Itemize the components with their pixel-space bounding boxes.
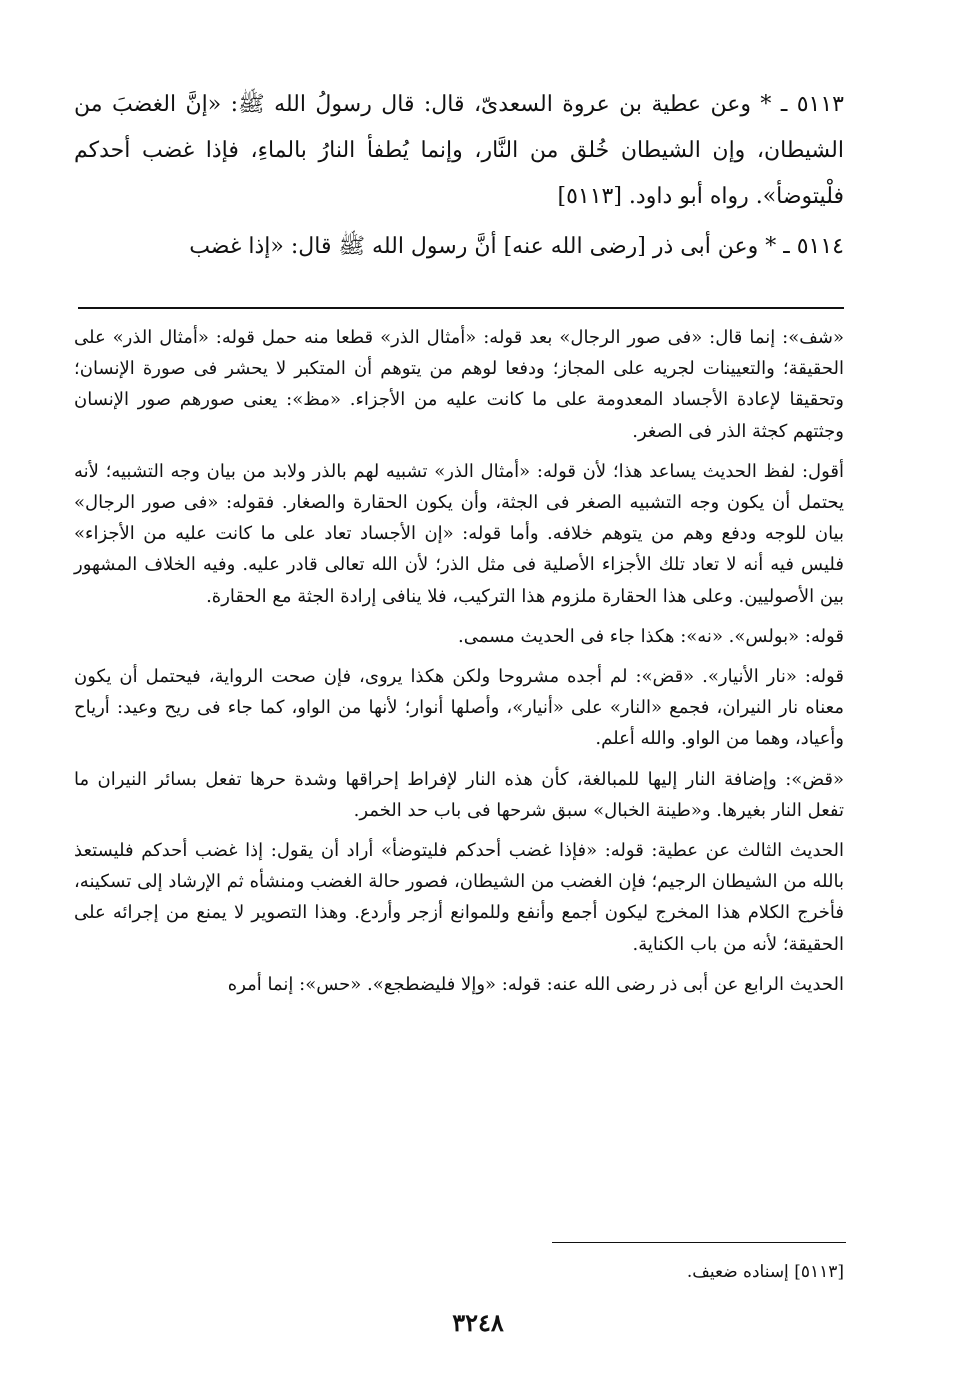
hadith-5113: ٥١١٣ ـ * وعن عطية بن عروة السعدىّ، قال: قال رسولُ الله ﷺ: «إنَّ الغضبَ من الشيطان، وإن الشيطان خُلق من النَّار، وإنما يُطفأ النارُ بالماءِ، فإذا غضب أحدكم فلْيتوضأ». رواه أبو داود. [٥١١٣] — [74, 92, 844, 209]
commentary-paragraph: الحديث الرابع عن أبى ذر رضى الله عنه: قوله: «وإلا فليضطجع». «حس»: إنما أمره — [227, 973, 844, 995]
commentary-paragraph: الحديث الثالث عن عطية: قوله: «فإذا غضب أحدكم فليتوضأ» أراد أن يقول: إذا غضب أحدكم فليستعذ بالله من الشيطان الرجيم؛ فإن الغضب من الشيطان، فصور حالة الغضب ومنشأه ثم الإرشاد إلى تسكينه، فأخرج الكلام هذا المخرج ليكون أجمع وأنفع وللموانع أزجر وأردع. وهذا التصوير لا يمنع من إجرائه على الحقيقة؛ لأنه من باب الكناية. — [74, 840, 844, 955]
commentary-paragraph: أقول: لفظ الحديث يساعد هذا؛ لأن قوله: «أمثال الذر» تشبيه لهم بالذر ولابد من بيان وجه التشبيه؛ لأنه يحتمل أن يكون وجه التشبيه الصغر فى الجثة، وأن يكون الحقارة والصغار. فقوله: «فى صور الرجال» بيان للوجه ودفع وهم من يتوهم خلافه. وأما قوله: «إن الأجساد تعاد على ما كانت عليه من الأجزاء» فليس فيه أنه لا تعاد تلك الأجزاء الأصلية فى مثل الذر؛ لأن الله تعالى قادر عليه. وفيه الخلاف المشهور بين الأصوليين. وعلى هذا الحقارة ملزوم هذا التركيب، فلا ينافى إرادة الجثة مع الحقارة. — [74, 460, 844, 607]
section-divider — [78, 307, 844, 309]
page-number: ٣٢٤٨ — [452, 1308, 504, 1337]
hadith-5114: ٥١١٤ ـ * وعن أبى ذر [رضى الله عنه] أنَّ رسول الله ﷺ قال: «إذا غضب — [189, 234, 844, 259]
footnote-divider — [552, 1242, 846, 1243]
commentary-paragraph: «قض»: وإضافة النار إليها للمبالغة، كأن هذه النار لإفراط إحراقها وشدة حرها تفعل بسائر النيران ما تفعل النار بغيرها. و«طينة الخبال» سبق شرحها فى باب حد الخمر. — [74, 768, 844, 821]
hadith-section — [74, 82, 844, 274]
commentary-paragraph: «شف»: إنما قال: «فى صور الرجال» بعد قوله: «أمثال الذر» قطعا منه حمل قوله: «أمثال الذر» على الحقيقة؛ والتعيينات لجريه على المجاز؛ ودفعا لوهم من يتوهم أن المتكبر لا يحشر فى صورة الإنسان؛ وتحقيقا لإعادة الأجساد المعدومة على ما كانت عليه من الأجزاء. «مظ»: يعنى صورهم صور الإنسان وجثتهم كجثة الذر فى الصغر. — [74, 327, 844, 442]
commentary-section — [74, 322, 844, 1009]
footnote: [٥١١٣] إسناده ضعيف. — [686, 1262, 844, 1282]
commentary-paragraph: قوله: «بولس». «نه»: هكذا جاء فى الحديث مسمى. — [457, 625, 844, 647]
commentary-paragraph: قوله: «نار الأنيار». «قض»: لم أجده مشروحا ولكن هكذا يروى، فإن صحت الرواية، فيحتمل أن يكون معناه نار النيران، فجمع «النار» على «أنيار»، وأصلها أنوار؛ لأنها من الواو، كما جاء فى ريح وعيد: أرياح وأعياد، وهما من الواو. والله أعلم. — [74, 666, 844, 750]
